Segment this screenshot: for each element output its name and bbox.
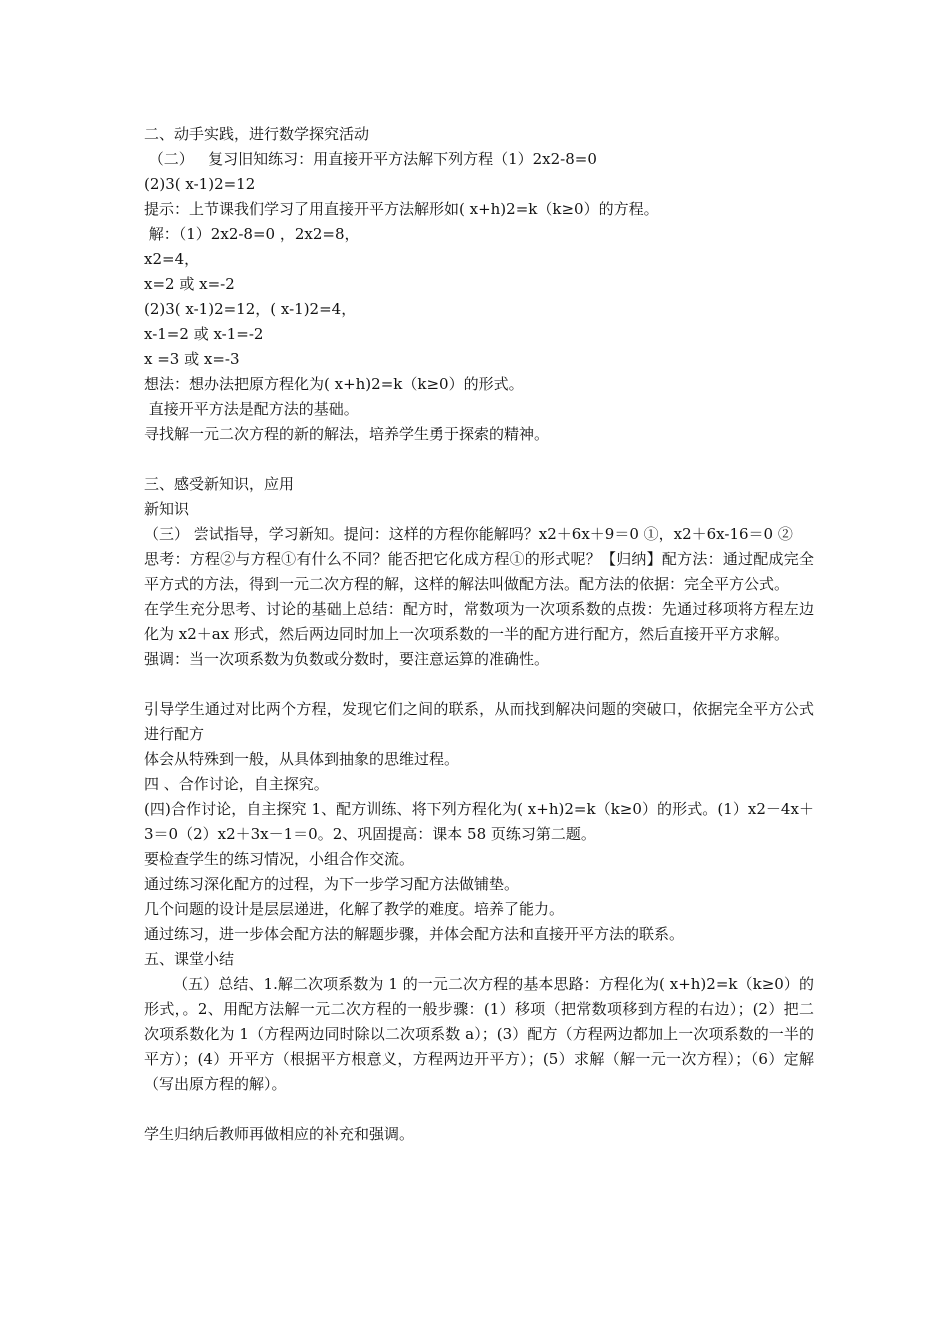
- text-line: 直接开平方法是配方法的基础。: [144, 400, 359, 418]
- paragraph: 在学生充分思考、讨论的基础上总结：配方时，常数项为一次项系数的点拨：先通过移项将方程左边化为 x2＋ax 形式，然后两边同时加上一次项系数的一半的配方进行配方，然后直接开平方求解。: [144, 600, 814, 643]
- text-line: （二） 复习旧知练习：用直接开平方法解下列方程（1）2x2-8=0: [144, 150, 597, 168]
- section-heading-4: 四 、合作讨论，自主探究。: [144, 775, 329, 793]
- text-line: x=2 或 x=-2: [144, 275, 235, 293]
- section-heading-2: 二、动手实践，进行数学探究活动: [144, 125, 370, 143]
- paragraph: （三） 尝试指导，学习新知。提问：这样的方程你能解吗？x2＋6x＋9＝0 ①，x2＋6x-16＝0 ②: [144, 525, 793, 543]
- text-line: 新知识: [144, 500, 190, 518]
- paragraph: (四)合作讨论，自主探究 1、配方训练、将下列方程化为( x+h)2=k（k≥0）的形式。(1）x2－4x＋3＝0（2）x2＋3x－1＝0。2、巩固提高：课本 58 页练习第二题。: [144, 800, 814, 843]
- text-line: x =3 或 x=-3: [144, 350, 240, 368]
- paragraph: 思考：方程②与方程①有什么不同？能否把它化成方程①的形式呢？【归纳】配方法：通过配成完全平方式的方法，得到一元二次方程的解，这样的解法叫做配方法。配方法的依据：完全平方公式。: [144, 550, 814, 593]
- text-line: 提示：上节课我们学习了用直接开平方法解形如( x+h)2=k（k≥0）的方程。: [144, 200, 659, 218]
- text-line: (2)3( x-1)2=12，( x-1)2=4，: [144, 300, 357, 318]
- paragraph: 学生归纳后教师再做相应的补充和强调。: [144, 1125, 415, 1143]
- paragraph: 通过练习深化配方的过程，为下一步学习配方法做铺垫。: [144, 875, 520, 893]
- text-line: 解：（1）2x2-8=0 ，2x2=8，: [144, 225, 360, 243]
- text-line: x-1=2 或 x-1=-2: [144, 325, 264, 343]
- paragraph: 引导学生通过对比两个方程，发现它们之间的联系，从而找到解决问题的突破口，依据完全平方公式进行配方: [144, 700, 814, 743]
- section-heading-3: 三、感受新知识，应用: [144, 475, 295, 493]
- paragraph: 体会从特殊到一般，从具体到抽象的思维过程。: [144, 750, 460, 768]
- blank-line: [144, 672, 814, 697]
- paragraph: 强调：当一次项系数为负数或分数时，要注意运算的准确性。: [144, 650, 550, 668]
- paragraph: 通过练习，进一步体会配方法的解题步骤，并体会配方法和直接开平方法的联系。: [144, 925, 685, 943]
- text-line: (2)3( x-1)2=12: [144, 175, 256, 193]
- blank-line: [144, 1097, 814, 1122]
- paragraph: （五）总结、1.解二次项系数为 1 的一元二次方程的基本思路：方程化为( x+h)2=k（k≥0）的形式，。2、用配方法解一元二次方程的一般步骤：(1）移项（把常数项移到方程的右边）；(2）把二次项系数化为 1（方程两边同时除以二次项系数 a）；(3）配方（方程两边都加上一次项系数的一半的平方）；(4）开平方（根据平方根意义，方程两边开平方）；(5）求解（解一元一次方程）；（6）定解（写出原方程的解）。: [144, 975, 814, 1093]
- blank-line: [144, 447, 814, 472]
- text-line: 寻找解一元二次方程的新的解法，培养学生勇于探索的精神。: [144, 425, 550, 443]
- paragraph: 要检查学生的练习情况，小组合作交流。: [144, 850, 415, 868]
- paragraph: 几个问题的设计是层层递进，化解了教学的难度。培养了能力。: [144, 900, 565, 918]
- text-line: 想法：想办法把原方程化为( x+h)2=k（k≥0）的形式。: [144, 375, 524, 393]
- document-body: [144, 122, 814, 1147]
- section-heading-5: 五、课堂小结: [144, 950, 235, 968]
- text-line: x2=4，: [144, 250, 200, 268]
